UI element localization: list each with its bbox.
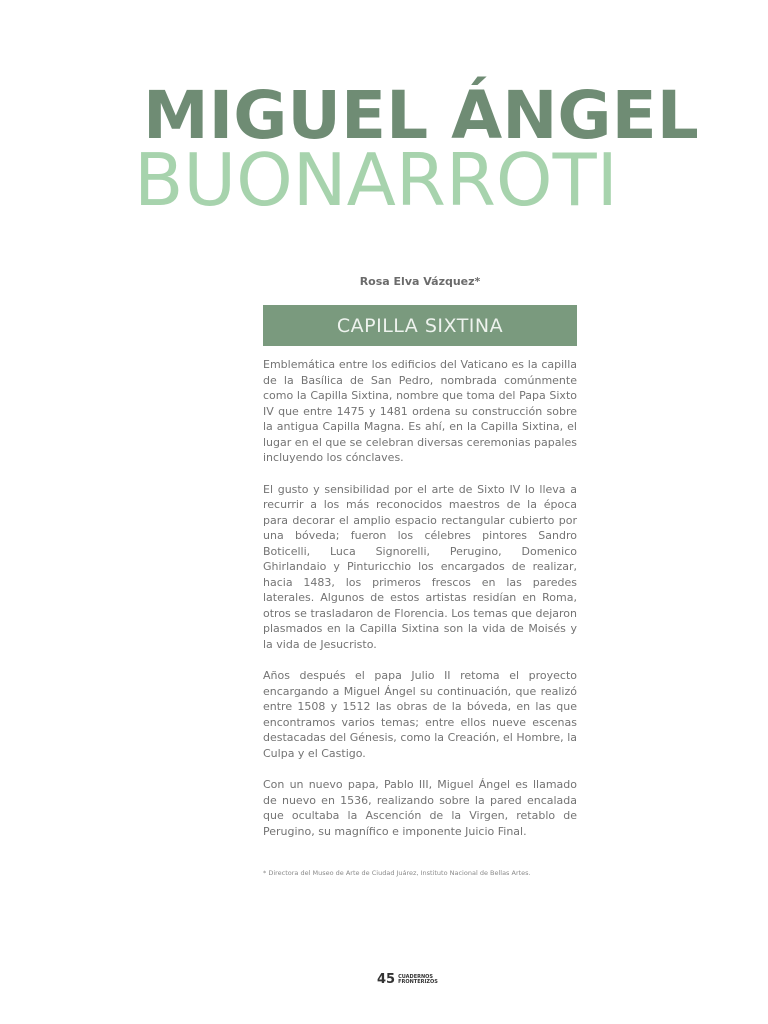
publication-name-line1: CUADERNOS [398, 973, 433, 980]
publication-logo [398, 975, 438, 985]
paragraph: Emblemática entre los edificios del Vaticano es la capilla de la Basílica de San Pedro, nombrada comúnmente como la Capilla Sixtina, nombre que toma del Papa Sixto IV que entre 1475 y 1481 ordena su construcción sobre la antigua Capilla Magna. Es ahí, en la Capilla Sixtina, el lugar en el que se celebran diversas ceremonias papales incluyendo los cónclaves. [263, 358, 577, 464]
paragraph: El gusto y sensibilidad por el arte de Sixto IV lo lleva a recurrir a los más reconocidos maestros de la época para decorar el amplio espacio rectangular cubierto por una bóveda; fueron los célebres pintores Sandro Boticelli, Luca Signorelli, Perugino, Domenico Ghirlandaio y Pinturicchio los encargados de realizar, hacia 1483, los primeros frescos en las paredes laterales. Algunos de estos artistas residían en Roma, otros se trasladaron de Florencia. Los temas que dejaron plasmados en la Capilla Sixtina son la vida de Moisés y la vida de Jesucristo. [263, 482, 577, 651]
title-first-name: MIGUEL ÁNGEL [143, 77, 699, 154]
page-number: 45 [377, 972, 396, 987]
paragraph: Años después el papa Julio II retoma el proyecto encargando a Miguel Ángel su continuación, que realizó entre 1508 y 1512 las obras de la bóveda, en las que encontramos varios temas; entre ellos nueve escenas destacadas del Génesis, como la Creación, el Hombre, la Culpa y el Castigo. [263, 669, 577, 760]
publication-name-line2: FRONTERIZOS [398, 978, 438, 985]
page-footer [377, 972, 438, 987]
author-byline: Rosa Elva Vázquez* [359, 275, 481, 288]
section-title: CAPILLA SIXTINA [336, 314, 504, 337]
title-surname: BUONARROTI [134, 138, 618, 222]
article-body [263, 357, 577, 855]
section-header-bar [263, 305, 577, 346]
footnote: * Directora del Museo de Arte de Ciudad Juárez, Instituto Nacional de Bellas Artes. [263, 869, 531, 877]
paragraph: Con un nuevo papa, Pablo III, Miguel Ángel es llamado de nuevo en 1536, realizando sobre la pared encalada que ocultaba la Ascención de la Virgen, retablo de Perugino, su magnífico e imponente Juicio Final. [263, 778, 577, 838]
